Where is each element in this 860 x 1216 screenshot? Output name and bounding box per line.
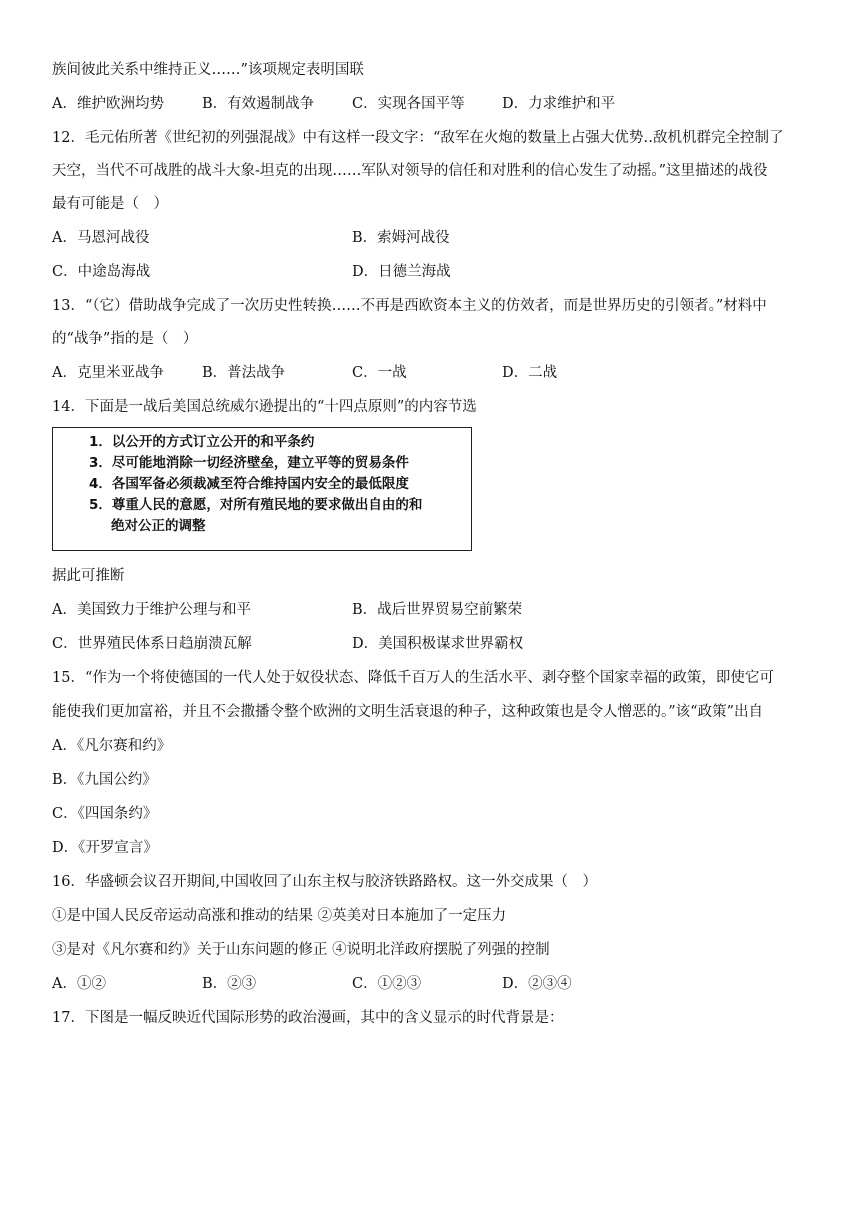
- q16-option-b: B．②③: [202, 976, 257, 992]
- excerpt-item-1: 1．以公开的方式订立公开的和平条约: [89, 434, 315, 450]
- q13-stem-line-1: 13．“（它）借助战争完成了一次历史性转换……不再是西欧资本主义的仿效者，而是世界历史的引领者。”材料中: [52, 298, 767, 314]
- q14-option-d: D．美国积极谋求世界霸权: [352, 636, 524, 652]
- q12-option-a: A．马恩河战役: [52, 230, 150, 246]
- q15-option-b: B．《九国公约》: [52, 772, 157, 788]
- q11-option-d: D．力求维护和平: [502, 96, 616, 112]
- q16-statements-1-2: ①是中国人民反帝运动高涨和推动的结果 ②英美对日本施加了一定压力: [52, 908, 507, 924]
- q13-option-d: D．二战: [502, 365, 558, 381]
- q13-stem-line-2: 的“战争”指的是（ ）: [52, 331, 198, 347]
- q16-option-a: A．①②: [52, 976, 106, 992]
- q16-option-d: D．②③④: [502, 976, 572, 992]
- q12-stem-line-2: 天空，当代不可战胜的战斗大象-坦克的出现……军队对领导的信任和对胜利的信心发生了动摇。”这里描述的战役: [52, 163, 768, 179]
- q11-option-a: A．维护欧洲均势: [52, 96, 164, 112]
- q16-stem-line-1: 16．华盛顿会议召开期间,中国收回了山东主权与胶济铁路路权。这一外交成果（ ）: [52, 874, 598, 890]
- q14-option-c: C．世界殖民体系日趋崩溃瓦解: [52, 636, 252, 652]
- q14-stem-line-1: 14．下面是一战后美国总统威尔逊提出的“十四点原则”的内容节选: [52, 399, 477, 415]
- q15-option-a: A．《凡尔赛和约》: [52, 738, 172, 754]
- q15-option-d: D．《开罗宣言》: [52, 840, 158, 856]
- q14-option-a: A．美国致力于维护公理与和平: [52, 602, 251, 618]
- q11-option-b: B．有效遏制战争: [202, 96, 315, 112]
- q13-option-c: C．一战: [352, 365, 407, 381]
- excerpt-item-5-continued: 绝对公正的调整: [111, 518, 206, 534]
- q11-option-c: C．实现各国平等: [352, 96, 465, 112]
- fourteen-points-excerpt-box: [52, 427, 472, 551]
- q16-option-c: C．①②③: [352, 976, 422, 992]
- excerpt-item-3: 3．尽可能地消除一切经济壁垒，建立平等的贸易条件: [89, 455, 409, 471]
- q13-option-b: B．普法战争: [202, 365, 286, 381]
- q15-stem-line-2: 能使我们更加富裕，并且不会撒播令整个欧洲的文明生活衰退的种子，这种政策也是令人憎恶的。”该“政策”出自: [52, 704, 763, 720]
- excerpt-item-4: 4．各国军备必须裁减至符合维持国内安全的最低限度: [89, 476, 409, 492]
- q14-stem-line-2: 据此可推断: [52, 568, 125, 584]
- q15-stem-line-1: 15．“作为一个将使德国的一代人处于奴役状态、降低千百万人的生活水平、剥夺整个国家幸福的政策，即使它可: [52, 670, 774, 686]
- q11-stem-continuation: 族间彼此关系中维持正义……”该项规定表明国联: [52, 62, 364, 78]
- q15-option-c: C．《四国条约》: [52, 806, 158, 822]
- q16-statements-3-4: ③是对《凡尔赛和约》关于山东问题的修正 ④说明北洋政府摆脱了列强的控制: [52, 942, 550, 958]
- q17-stem-line-1: 17．下图是一幅反映近代国际形势的政治漫画，其中的含义显示的时代背景是：: [52, 1010, 564, 1026]
- q12-option-c: C．中途岛海战: [52, 264, 151, 280]
- q12-option-b: B．索姆河战役: [352, 230, 450, 246]
- q12-stem-line-3: 最有可能是（ ）: [52, 196, 168, 212]
- q14-option-b: B．战后世界贸易空前繁荣: [352, 602, 523, 618]
- q12-option-d: D．日德兰海战: [352, 264, 451, 280]
- q13-option-a: A．克里米亚战争: [52, 365, 164, 381]
- q12-stem-line-1: 12．毛元佑所著《世纪初的列强混战》中有这样一段文字：“敌军在火炮的数量上占强大优势‥敌机机群完全控制了: [52, 130, 784, 146]
- excerpt-item-5: 5．尊重人民的意愿，对所有殖民地的要求做出自由的和: [89, 497, 423, 513]
